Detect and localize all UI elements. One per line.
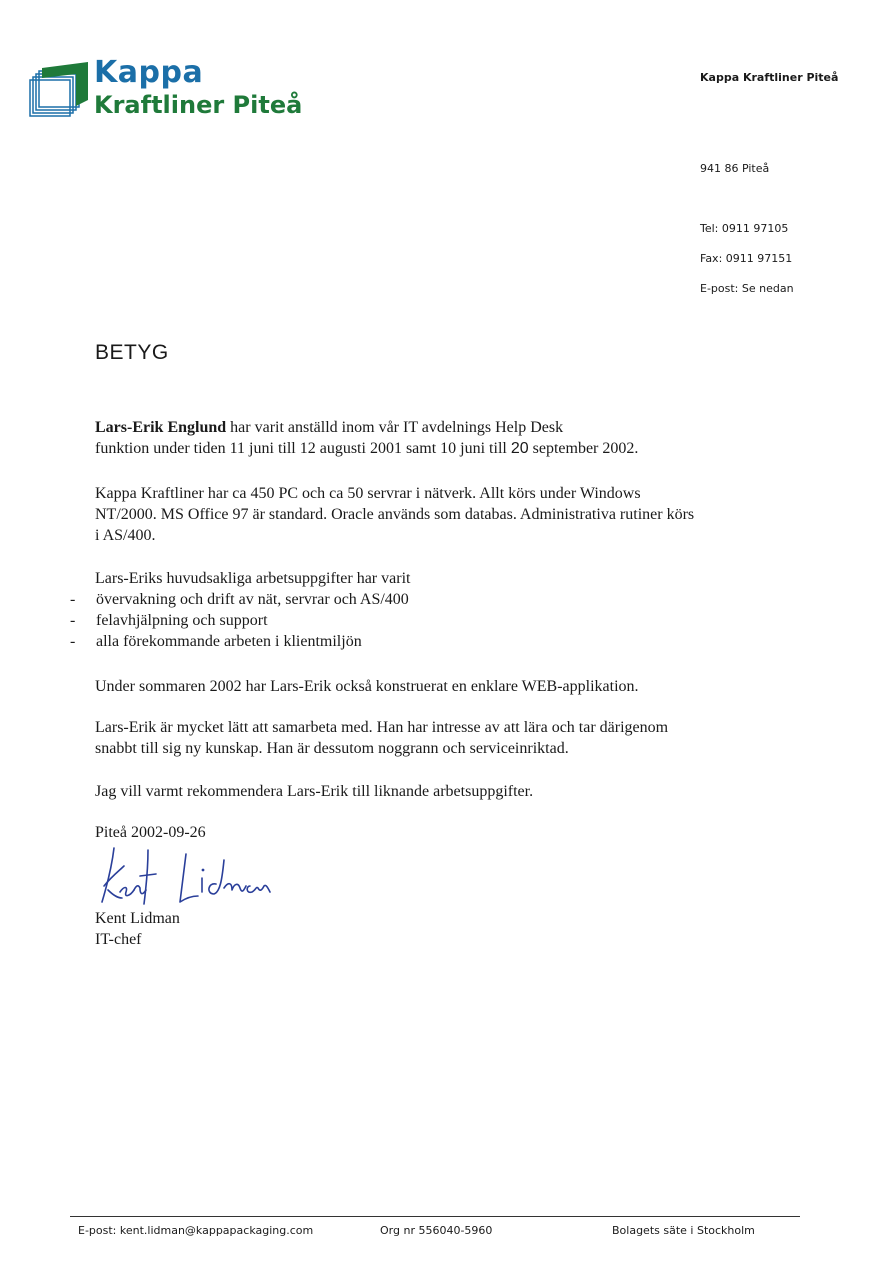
brand-name: Kappa [94,55,204,90]
env-line-2: NT/2000. MS Office 97 är standard. Oracle används som databas. Administrativa rutiner körs [95,506,695,523]
postal-address: 941 86 Piteå [700,162,770,175]
place-date: Piteå 2002-09-26 [95,824,206,841]
list-dash: - [70,633,76,650]
personal-line-2: snabbt till sig ny kunskap. Han är dessutom noggrann och serviceinriktad. [95,740,569,757]
kappa-logo-icon [28,60,90,118]
intro-paragraph [95,417,815,459]
task-list [70,589,409,652]
environment-paragraph [95,483,815,546]
handwritten-signature-icon [90,840,290,910]
footer-company-seat: Bolagets säte i Stockholm [612,1224,755,1237]
footer-org-number: Org nr 556040-5960 [380,1224,493,1237]
email-note: E-post: Se nedan [700,282,794,295]
sender-name: Kappa Kraftliner Piteå [700,71,839,84]
env-line-3: i AS/400. [95,527,156,544]
personal-paragraph [95,717,815,759]
list-item: - övervakning och drift av nät, servrar och AS/400 [70,591,409,608]
brand-text [94,56,302,120]
tasks-intro: Lars-Eriks huvudsakliga arbetsuppgifter har varit [95,570,411,587]
employee-name: Lars-Erik Englund [95,419,227,436]
footer-divider [70,1216,800,1217]
signer-name: Kent Lidman [95,910,180,927]
intro-line2-b: september 2002. [528,440,639,457]
intro-line2-number: 20 [510,440,529,457]
document-title: BETYG [95,341,169,364]
signer-title: IT-chef [95,931,142,948]
company-logo [28,55,328,130]
footer-email: E-post: kent.lidman@kappapackaging.com [78,1224,314,1237]
brand-unit: Kraftliner Piteå [94,91,303,119]
list-item: - alla förekommande arbeten i klientmiljön [70,633,362,650]
env-line-1: Kappa Kraftliner har ca 450 PC och ca 50 servrar i nätverk. Allt körs under Windows [95,485,641,502]
summer-paragraph: Under sommaren 2002 har Lars-Erik också konstruerat en enklare WEB-applikation. [95,678,639,695]
personal-line-1: Lars-Erik är mycket lätt att samarbeta med. Han har intresse av att lära och tar därigenom [95,719,669,736]
fax-number: Fax: 0911 97151 [700,252,793,265]
intro-line1: har varit anställd inom vår IT avdelnings Help Desk [226,419,564,436]
recommendation: Jag vill varmt rekommendera Lars-Erik till liknande arbetsuppgifter. [95,783,534,800]
phone-number: Tel: 0911 97105 [700,222,789,235]
intro-line2-a: funktion under tiden 11 juni till 12 augusti 2001 samt 10 juni till [95,440,511,457]
list-item: - felavhjälpning och support [70,612,268,629]
list-dash: - [70,612,76,629]
list-dash: - [70,591,76,608]
